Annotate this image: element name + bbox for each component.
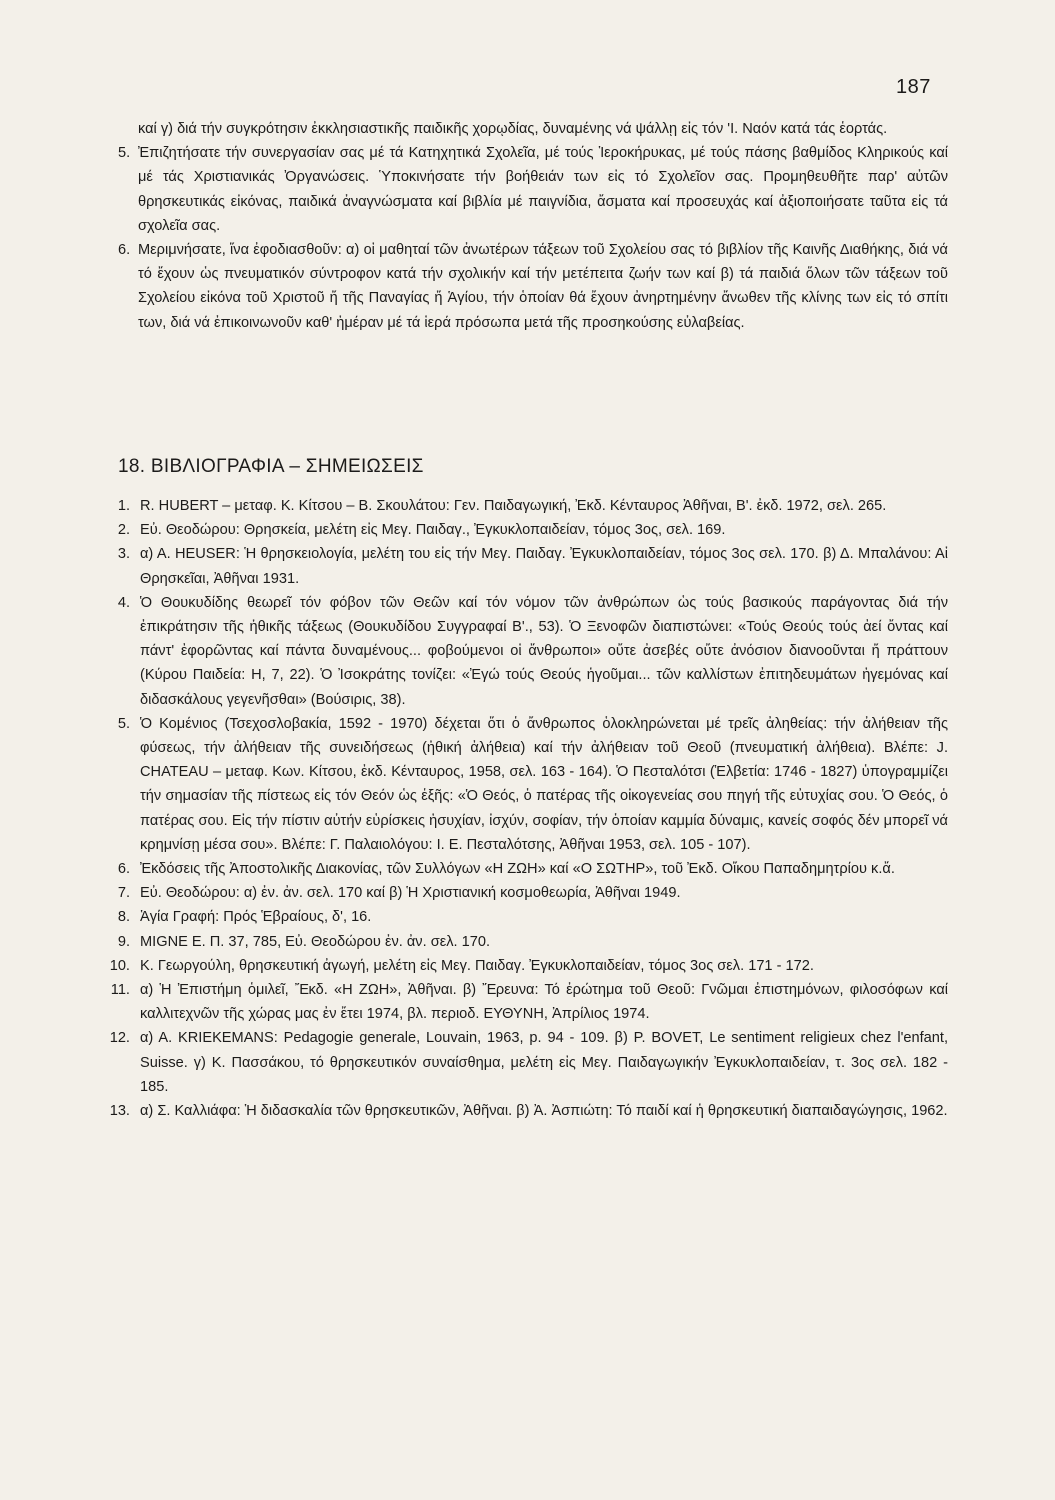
- reference-number: 2.: [117, 522, 130, 539]
- reference-text: Εὐ. Θεοδώρου: α) ἐν. ἀν. σελ. 170 καί β) Ἡ Χριστιανική κοσμοθεωρία, Ἀθῆναι 1949.: [140, 885, 681, 902]
- intro-continuation: καί γ) διά τήν συγκρότησιν ἐκκλησιαστικῆς παιδικῆς χορῳδίας, δυναμένης νά ψάλλῃ εἰς τόν 'Ι. Ναόν κατά τάς ἑορτάς.: [138, 121, 888, 137]
- reference-number: 11.: [110, 982, 130, 999]
- reference-number: 7.: [117, 885, 130, 902]
- reference-item: [106, 978, 948, 1026]
- reference-text: Ἐκδόσεις τῆς Ἀποστολικῆς Διακονίας, τῶν Συλλόγων «Η ΖΩΗ» καί «Ο ΣΩΤΗΡ», τοῦ Ἐκδ. Οἴκου Παπαδημητρίου κ.ἄ.: [140, 861, 895, 878]
- reference-number: 12.: [109, 1030, 130, 1047]
- item-number: 5.: [118, 145, 131, 162]
- reference-number: 4.: [117, 594, 130, 611]
- reference-number: 9.: [117, 933, 130, 950]
- reference-text: α) Α. KRIEKEMANS: Pedagogie generale, Louvain, 1963, p. 94 - 109. β) P. BOVET, Le sentiment religieux chez l'enfant, Suisse. γ) Κ. Πασσάκου, τό θρησκευτικόν συναίσθημα, μελέτη εἰς Μεγ. Παιδαγωγικήν Ἐγκυκλοπαιδείαν, τ. 3ος σελ. 182 - 185.: [140, 1030, 948, 1095]
- reference-item: [106, 857, 948, 881]
- list-item: [118, 238, 948, 335]
- reference-item: [106, 1026, 948, 1099]
- intro-section: [118, 117, 948, 335]
- reference-text: α) Α. HEUSER: Ἡ θρησκειολογία, μελέτη του εἰς τήν Μεγ. Παιδαγ. Ἐγκυκλοπαιδείαν, τόμος 3ος σελ. 170. β) Δ. Μπαλάνου: Αἱ Θρησκεῖαι, Ἀθῆναι 1931.: [140, 546, 948, 587]
- reference-text: R. HUBERT – μεταφ. Κ. Κίτσου – Β. Σκουλάτου: Γεν. Παιδαγωγική, Ἐκδ. Κένταυρος Ἀθῆναι, Β'. ἐκδ. 1972, σελ. 265.: [140, 498, 887, 514]
- item-text: Μεριμνήσατε, ἵνα ἐφοδιασθοῦν: α) οἱ μαθηταί τῶν ἀνωτέρων τάξεων τοῦ Σχολείου σας τό βιβλίον τῆς Καινῆς Διαθήκης, διά νά τό ἔχουν ὡς πνευματικόν σύντροφον κατά τήν σχολικήν καί τήν μετέπειτα ζωήν των καί β) τά παιδιά ὅλων τῶν τάξεων τοῦ Σχολείου εἰκόνα τοῦ Χριστοῦ ἤ τῆς Παναγίας ἤ Ἁγίου, τήν ὁποίαν θά ἔχουν ἀνηρτημένην ἄνωθεν τῆς κλίνης των εἰς τό σπίτι των, διά νά ἐπικοινωνοῦν καθ' ἡμέραν μέ τά ἱερά πρόσωπα μετά τῆς προσηκούσης εὐλαβείας.: [138, 242, 948, 331]
- reference-text: Ὁ Κομένιος (Τσεχοσλοβακία, 1592 - 1970) δέχεται ὅτι ὁ ἄνθρωπος ὁλοκληρώνεται μέ τρεῖς ἀληθείας: τήν ἀλήθειαν τῆς φύσεως, τήν ἀλήθειαν τῆς συνειδήσεως (ἠθική ἀλήθεια) καί τήν ἀλήθειαν τοῦ Θεοῦ (πνευματική ἀλήθεια). Βλέπε: J. CHATEAU – μεταφ. Κων. Κίτσου, ἐκδ. Κένταυρος, 1958, σελ. 163 - 164). Ὁ Πεσταλότσι (Ἑλβετία: 1746 - 1827) ὑπογραμμίζει τήν σημασίαν τῆς πίστεως εἰς τόν Θεόν ὡς ἑξῆς: «Ὁ Θεός, ὁ πατέρας τῆς οἰκογενείας σου πηγή τῆς εὐτυχίας σου. Ὁ Θεός, ὁ πατέρας σου. Εἰς τήν πίστιν αὐτήν εὑρίσκεις ἡσυχίαν, ἰσχύν, σοφίαν, τήν ὁποίαν καμμία δύναμις, κανείς σοφός δέν μπορεῖ νά κρημνίσῃ μέσα σου». Βλέπε: Γ. Παλαιολόγου: Ι. Ε. Πεσταλότσης, Ἀθῆναι 1953, σελ. 105 - 107).: [140, 715, 948, 853]
- list-item: [118, 141, 948, 238]
- reference-item: [106, 542, 948, 590]
- reference-number: 13.: [109, 1103, 130, 1120]
- reference-text: Ὁ Θουκυδίδης θεωρεῖ τόν φόβον τῶν Θεῶν καί τόν νόμον τῶν ἀνθρώπων ὡς τούς βασικούς παράγοντας διά τήν ἐπικράτησιν τῆς ἠθικῆς τάξεως (Θουκυδίδου Συγγραφαί Β'., 53). Ὁ Ξενοφῶν διαπιστώνει: «Τούς Θεούς τούς ἀεί ὄντας καί πάντ' ἐφορῶντας καί πάντα δυναμένους... φοβούμενοι οἱ ἄνθρωποι» οὔτε ἀσεβές οὔτε ἀνόσιον διανοοῦνται ἤ πράττουν (Κύρου Παιδεία: Η, 7, 22). Ὁ Ἰσοκράτης τονίζει: «Ἐγώ τούς Θεούς ἡγοῦμαι... τῶν καλλίστων ἐπιτηδευμάτων ἡγεμόνας καί διδασκάλους γεγενῆσθαι» (Βούσιρις, 38).: [140, 594, 948, 708]
- reference-text: α) Σ. Καλλιάφα: Ἡ διδασκαλία τῶν θρησκευτικῶν, Ἀθῆναι. β) Ἀ. Ἀσπιώτη: Τό παιδί καί ἡ θρησκευτική διαπαιδαγώγησις, 1962.: [140, 1103, 948, 1120]
- reference-text: MIGNE Ε. Π. 37, 785, Εὐ. Θεοδώρου ἐν. ἀν. σελ. 170.: [140, 933, 491, 950]
- reference-item: [106, 1099, 948, 1123]
- reference-item: [106, 954, 948, 978]
- reference-number: 3.: [117, 546, 130, 563]
- reference-number: 6.: [117, 861, 130, 878]
- item-text: Ἐπιζητήσατε τήν συνεργασίαν σας μέ τά Κατηχητικά Σχολεῖα, μέ τούς Ἱεροκήρυκας, μέ τούς πάσης βαθμίδος Κληρικούς καί μέ τάς Χριστιανικάς Ὀργανώσεις. Ὑποκινήσατε τήν βοήθειάν των εἰς τό Σχολεῖον σας. Προμηθευθῆτε παρ' αὐτῶν θρησκευτικάς εἰκόνας, παιδικά ἀναγνώσματα καί βιβλία μέ παιγνίδια, ἄσματα καί προσευχάς καί ἀξιοποιήσατε ταῦτα εἰς τά σχολεῖα σας.: [138, 145, 948, 234]
- item-number: 6.: [118, 242, 131, 259]
- reference-item: [106, 518, 948, 542]
- reference-number: 5.: [117, 715, 130, 732]
- reference-number: 8.: [117, 909, 130, 926]
- reference-item: [106, 591, 948, 712]
- reference-item: [106, 881, 948, 905]
- reference-item: [106, 930, 948, 954]
- page-number: 187: [896, 76, 931, 98]
- reference-item: [106, 712, 948, 857]
- reference-text: α) Ἡ Ἐπιστήμη ὁμιλεῖ, Ἔκδ. «Η ΖΩΗ», Ἀθῆναι. β) Ἔρευνα: Τό ἐρώτημα τοῦ Θεοῦ: Γνῶμαι ἐπιστημόνων, φιλοσόφων καί καλλιτεχνῶν τῆς χώρας μας ἐν ἔτει 1974, βλ. περιοδ. ΕΥΘΥΝΗ, Ἀπρίλιος 1974.: [140, 982, 948, 1023]
- reference-item: [106, 494, 948, 518]
- reference-text: Κ. Γεωργούλη, θρησκευτική ἀγωγή, μελέτη εἰς Μεγ. Παιδαγ. Ἐγκυκλοπαιδείαν, τόμος 3ος σελ. 171 - 172.: [140, 957, 814, 974]
- reference-text: Ἁγία Γραφή: Πρός Ἑβραίους, δ', 16.: [140, 909, 372, 926]
- reference-number: 1.: [117, 498, 130, 514]
- references-list: [106, 494, 948, 1123]
- reference-number: 10.: [109, 957, 130, 974]
- reference-item: [106, 905, 948, 929]
- section-heading: 18. ΒΙΒΛΙΟΓΡΑΦΙΑ – ΣΗΜΕΙΩΣΕΙΣ: [118, 456, 424, 477]
- reference-text: Εὐ. Θεοδώρου: Θρησκεία, μελέτη εἰς Μεγ. Παιδαγ., Ἐγκυκλοπαιδείαν, τόμος 3ος, σελ. 169.: [140, 522, 726, 539]
